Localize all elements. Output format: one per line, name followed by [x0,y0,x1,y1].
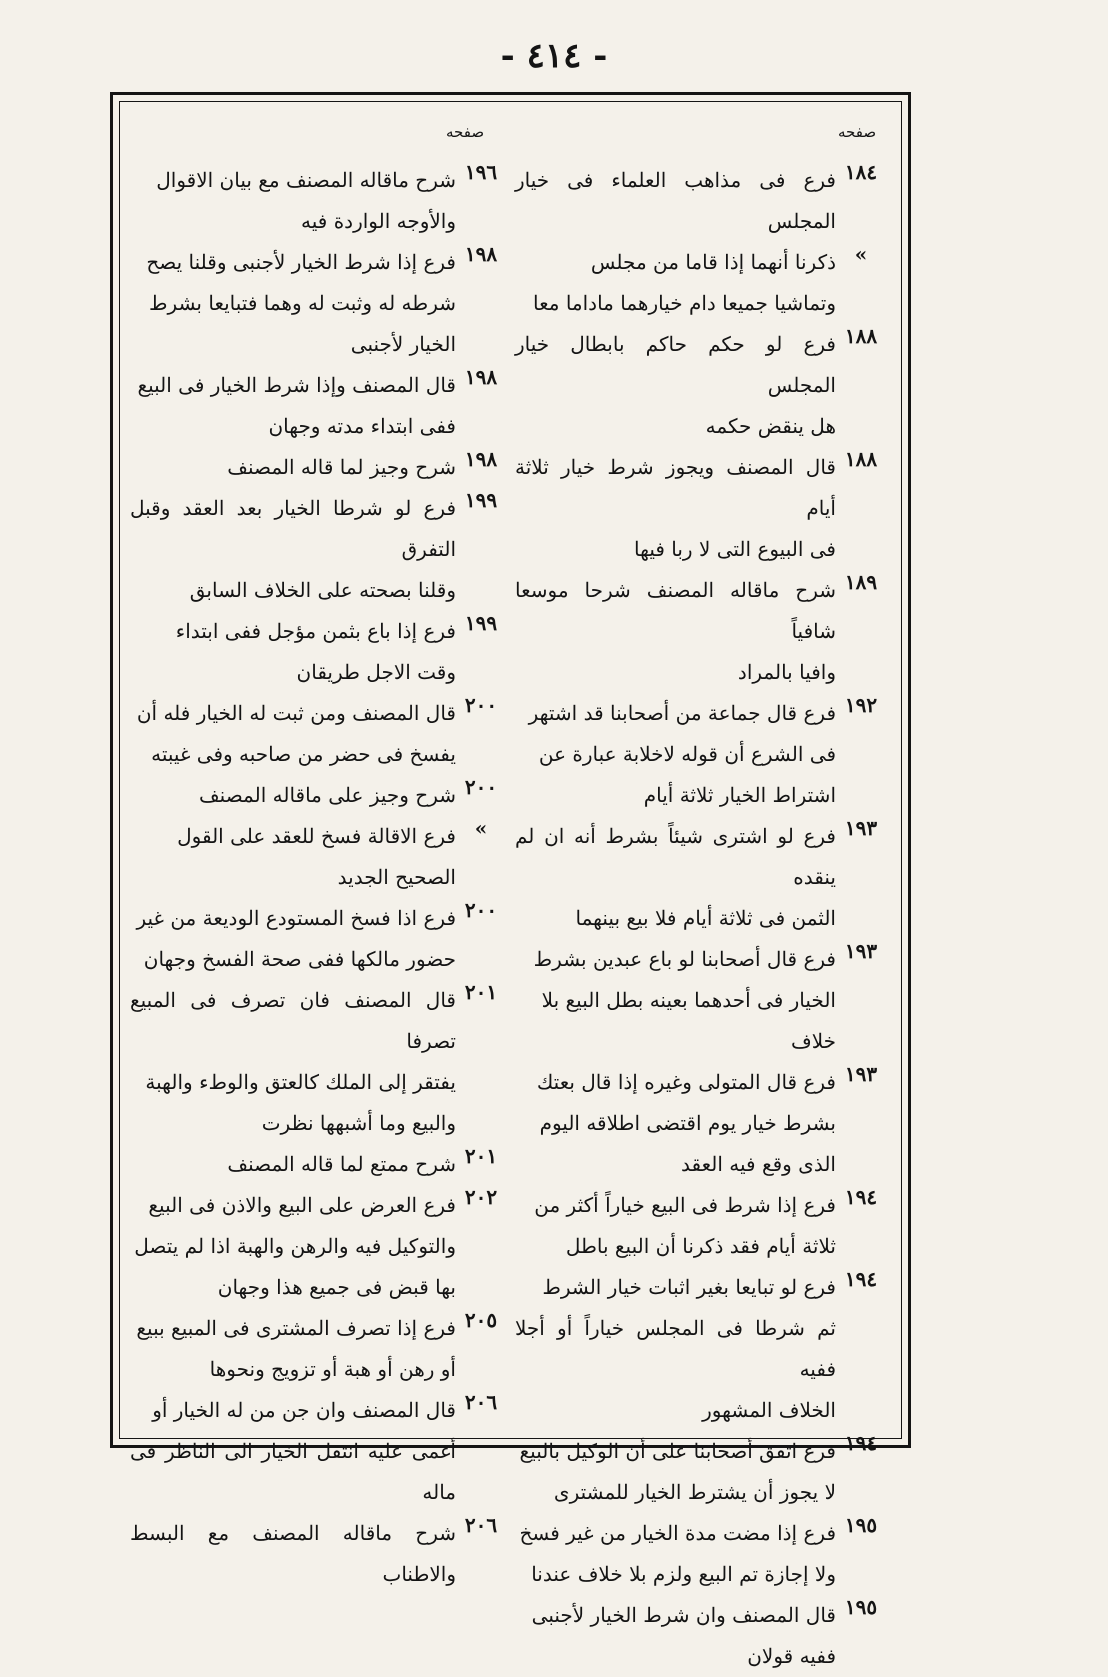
entry-line: فرع إذا مضت مدة الخيار من غير فسخ [519,1521,836,1545]
entry-line: الثمن فى ثلاثة أيام فلا بيع بينهما [575,906,836,930]
entry-line: فرع إذا تصرف المشترى فى المبيع ببيع [136,1316,456,1340]
entry-line: ثم شرطا فى المجلس خياراً أو أجلا ففيه [515,1316,836,1381]
entry-title [515,242,836,324]
entry-line: فرع فى مذاهب العلماء فى خيار المجلس [515,168,836,233]
entry-line: الصحيح الجديد [337,865,456,889]
entry-page-number: ١٩٣ [844,939,878,963]
index-entry [130,1185,500,1308]
entry-line: وتماشيا جميعا دام خيارهما ماداما معا [533,291,836,315]
entry-line: فرع إذا شرط الخيار لأجنبى وقلنا يصح [146,250,456,274]
index-entry [130,1513,500,1595]
entry-title [130,488,456,611]
index-entry [130,693,500,775]
entry-line: أو رهن أو هبة أو تزويج ونحوها [209,1357,456,1381]
entry-line: شرح ماقاله المصنف شرحا موسعا شافياً [515,578,836,643]
entry-line: فرع العرض على البيع والاذن فى البيع [148,1193,456,1217]
index-entry [515,1431,880,1513]
entry-title [515,693,836,816]
entry-line: قال المصنف وإذا شرط الخيار فى البيع [137,373,456,397]
entry-page-number: ٢٠١ [464,1144,498,1168]
entry-title [515,1267,836,1431]
entry-line: ثلاثة أيام فقد ذكرنا أن البيع باطل [565,1234,836,1258]
entry-line: حضور مالكها ففى صحة الفسخ وجهان [143,947,456,971]
entry-page-number: ١٩٨ [464,365,498,389]
entry-line: قال المصنف ويجوز شرط خيار ثلاثة أيام [515,455,836,520]
entry-line: ذكرنا أنهما إذا قاما من مجلس [590,250,836,274]
index-entry [130,980,500,1144]
entry-line: اشتراط الخيار ثلاثة أيام [643,783,836,807]
entry-page-number: ٢٠١ [464,980,498,1004]
index-entry [130,1390,500,1513]
entry-title [515,1185,836,1267]
entry-title [515,939,836,1062]
entry-line: الخيار فى أحدهما بعينه بطل البيع بلا [541,988,836,1012]
entry-title [130,898,456,980]
entry-title [130,980,456,1144]
entry-title [515,160,836,242]
index-entry [515,1062,880,1185]
entry-line: يفسخ فى حضر من صاحبه وفى غيبته [151,742,456,766]
entry-page-number: ١٩٥ [844,1513,878,1537]
entry-title [130,242,456,365]
entry-page-number: ١٩٤ [844,1185,878,1209]
entry-line: فى البيوع التى لا ربا فيها [634,537,836,561]
right-column [515,160,880,1677]
entry-line: والبيع وما أشبهها نظرت [261,1111,456,1135]
index-entry [130,611,500,693]
entry-page-number: ٢٠٥ [464,1308,498,1332]
entry-page-number: » [474,816,488,840]
entry-page-number: ٢٠٦ [464,1513,498,1537]
entry-line: بها قبض فى جميع هذا وجهان [217,1275,456,1299]
index-entry [130,898,500,980]
entry-page-number: ١٩٥ [844,1595,878,1619]
entry-line: هل ينقض حكمه [705,414,836,438]
entry-page-number: ١٨٨ [844,324,878,348]
entry-title [515,816,836,939]
entry-page-number: ٢٠٠ [464,775,498,799]
entry-line: فرع اتفق أصحابنا على أن الوكيل بالبيع [519,1439,836,1463]
entry-line: فرع قال أصحابنا لو باع عبدين بشرط [533,947,836,971]
index-entry [515,1513,880,1595]
index-entry [515,447,880,570]
entry-line: قال المصنف وان شرط الخيار لأجنبى [531,1603,836,1627]
index-entry [130,365,500,447]
entry-page-number: ١٩٤ [844,1431,878,1455]
entry-page-number: ١٨٤ [844,160,878,184]
entry-page-number: ١٩٨ [464,447,498,471]
entry-line: ولا إجازة تم البيع ولزم بلا خلاف عندنا [531,1562,836,1586]
entry-line: لا يجوز أن يشترط الخيار للمشترى [553,1480,836,1504]
entry-line: والأوجه الواردة فيه [301,209,456,233]
index-entry [130,160,500,242]
index-entry [515,324,880,447]
entry-title [130,1513,456,1595]
index-entry [515,939,880,1062]
entry-page-number: » [854,242,868,266]
entry-line: شرح وجيز لما قاله المصنف [227,455,456,479]
entry-page-number: ١٩٢ [844,693,878,717]
entry-line: قال المصنف فان تصرف فى المبيع تصرفا [130,988,456,1053]
entry-title [130,1308,456,1390]
entry-line: شرح ممتع لما قاله المصنف [227,1152,456,1176]
entry-page-number: ٢٠٦ [464,1390,498,1414]
index-entry [130,447,500,488]
entry-line: فرع إذا باع بثمن مؤجل ففى ابتداء [175,619,456,643]
entry-line: قال المصنف ومن ثبت له الخيار فله أن [136,701,456,725]
entry-title [130,693,456,775]
entry-title [515,570,836,693]
entry-title [515,1431,836,1513]
index-entry [515,693,880,816]
entry-title [130,1185,456,1308]
index-entry [130,816,500,898]
index-entry [130,1308,500,1390]
entry-line: شرح وجيز على ماقاله المصنف [198,783,456,807]
entry-title [130,447,456,488]
entry-page-number: ٢٠٠ [464,898,498,922]
entry-line: فرع إذا شرط فى البيع خياراً أكثر من [534,1193,836,1217]
entry-title [130,611,456,693]
left-column-header: صفحه [446,123,485,141]
entry-line: فرع لو حكم حاكم بابطال خيار المجلس [515,332,836,397]
entry-line: الخلاف المشهور [702,1398,836,1422]
entry-page-number: ١٩٨ [464,242,498,266]
index-entry [515,570,880,693]
entry-line: ففيه قولان [747,1644,836,1668]
entry-line: فرع لو تبايعا بغير اثبات خيار الشرط [542,1275,836,1299]
entry-line: ففى ابتداء مدته وجهان [268,414,456,438]
entry-title [130,1390,456,1513]
entry-line: الخيار لأجنبى [350,332,456,356]
index-entry [515,1267,880,1431]
entry-title [130,1144,456,1185]
entry-line: وافيا بالمراد [737,660,836,684]
index-entry [130,488,500,611]
entry-page-number: ١٩٩ [464,611,498,635]
entry-line: فرع قال المتولى وغيره إذا قال بعتك [536,1070,836,1094]
entry-page-number: ١٩٦ [464,160,498,184]
index-entry [130,242,500,365]
right-column-header: صفحه [838,123,877,141]
index-entry [130,775,500,816]
entry-line: فرع الاقالة فسخ للعقد على القول [177,824,456,848]
entry-title [130,816,456,898]
entry-line: الذى وقع فيه العقد [681,1152,836,1176]
entry-page-number: ٢٠٠ [464,693,498,717]
entry-title [130,160,456,242]
entry-line: فرع لو شرطا الخيار بعد العقد وقبل التفرق [130,496,456,561]
entry-page-number: ١٩٩ [464,488,498,512]
entry-line: وقلنا بصحته على الخلاف السابق [189,578,456,602]
entry-line: فى الشرع أن قوله لاخلابة عبارة عن [538,742,836,766]
entry-page-number: ١٩٣ [844,1062,878,1086]
index-entry [515,816,880,939]
entry-line: شرطه له وثبت له وهما فتبايعا بشرط [149,291,456,315]
entry-line: خلاف [790,1029,836,1053]
index-entry [130,1144,500,1185]
entry-line: أغمى عليه انتقل الخيار الى الناظر فى ماله [130,1439,456,1504]
page-number: - ٤١٤ - [500,36,608,76]
entry-line: شرح ماقاله المصنف مع البسط والاطناب [130,1521,456,1586]
index-entry [515,160,880,242]
entry-line: والتوكيل فيه والرهن والهبة اذا لم يتصل [134,1234,456,1258]
entry-line: يفتقر إلى الملك كالعتق والوطء والهبة [145,1070,456,1094]
entry-page-number: ١٨٨ [844,447,878,471]
entry-line: فرع قال جماعة من أصحابنا قد اشتهر [528,701,836,725]
entry-line: فرع لو اشترى شيئاً بشرط أنه ان لم ينقده [515,824,836,889]
entry-line: شرح ماقاله المصنف مع بيان الاقوال [156,168,456,192]
entry-title [515,447,836,570]
entry-title [130,365,456,447]
left-column [130,160,500,1595]
entry-line: قال المصنف وان جن من له الخيار أو [152,1398,456,1422]
index-entry [515,242,880,324]
entry-page-number: ٢٠٢ [464,1185,498,1209]
entry-title [130,775,456,816]
entry-line: فرع اذا فسخ المستودع الوديعة من غير [136,906,456,930]
entry-title [515,324,836,447]
entry-page-number: ١٩٤ [844,1267,878,1291]
index-entry [515,1185,880,1267]
entry-line: وقت الاجل طريقان [296,660,456,684]
entry-title [515,1595,836,1677]
entry-title [515,1513,836,1595]
entry-page-number: ١٩٣ [844,816,878,840]
entry-line: بشرط خيار يوم اقتضى اطلاقه اليوم [539,1111,836,1135]
entry-page-number: ١٨٩ [844,570,878,594]
index-entry [515,1595,880,1677]
entry-title [515,1062,836,1185]
